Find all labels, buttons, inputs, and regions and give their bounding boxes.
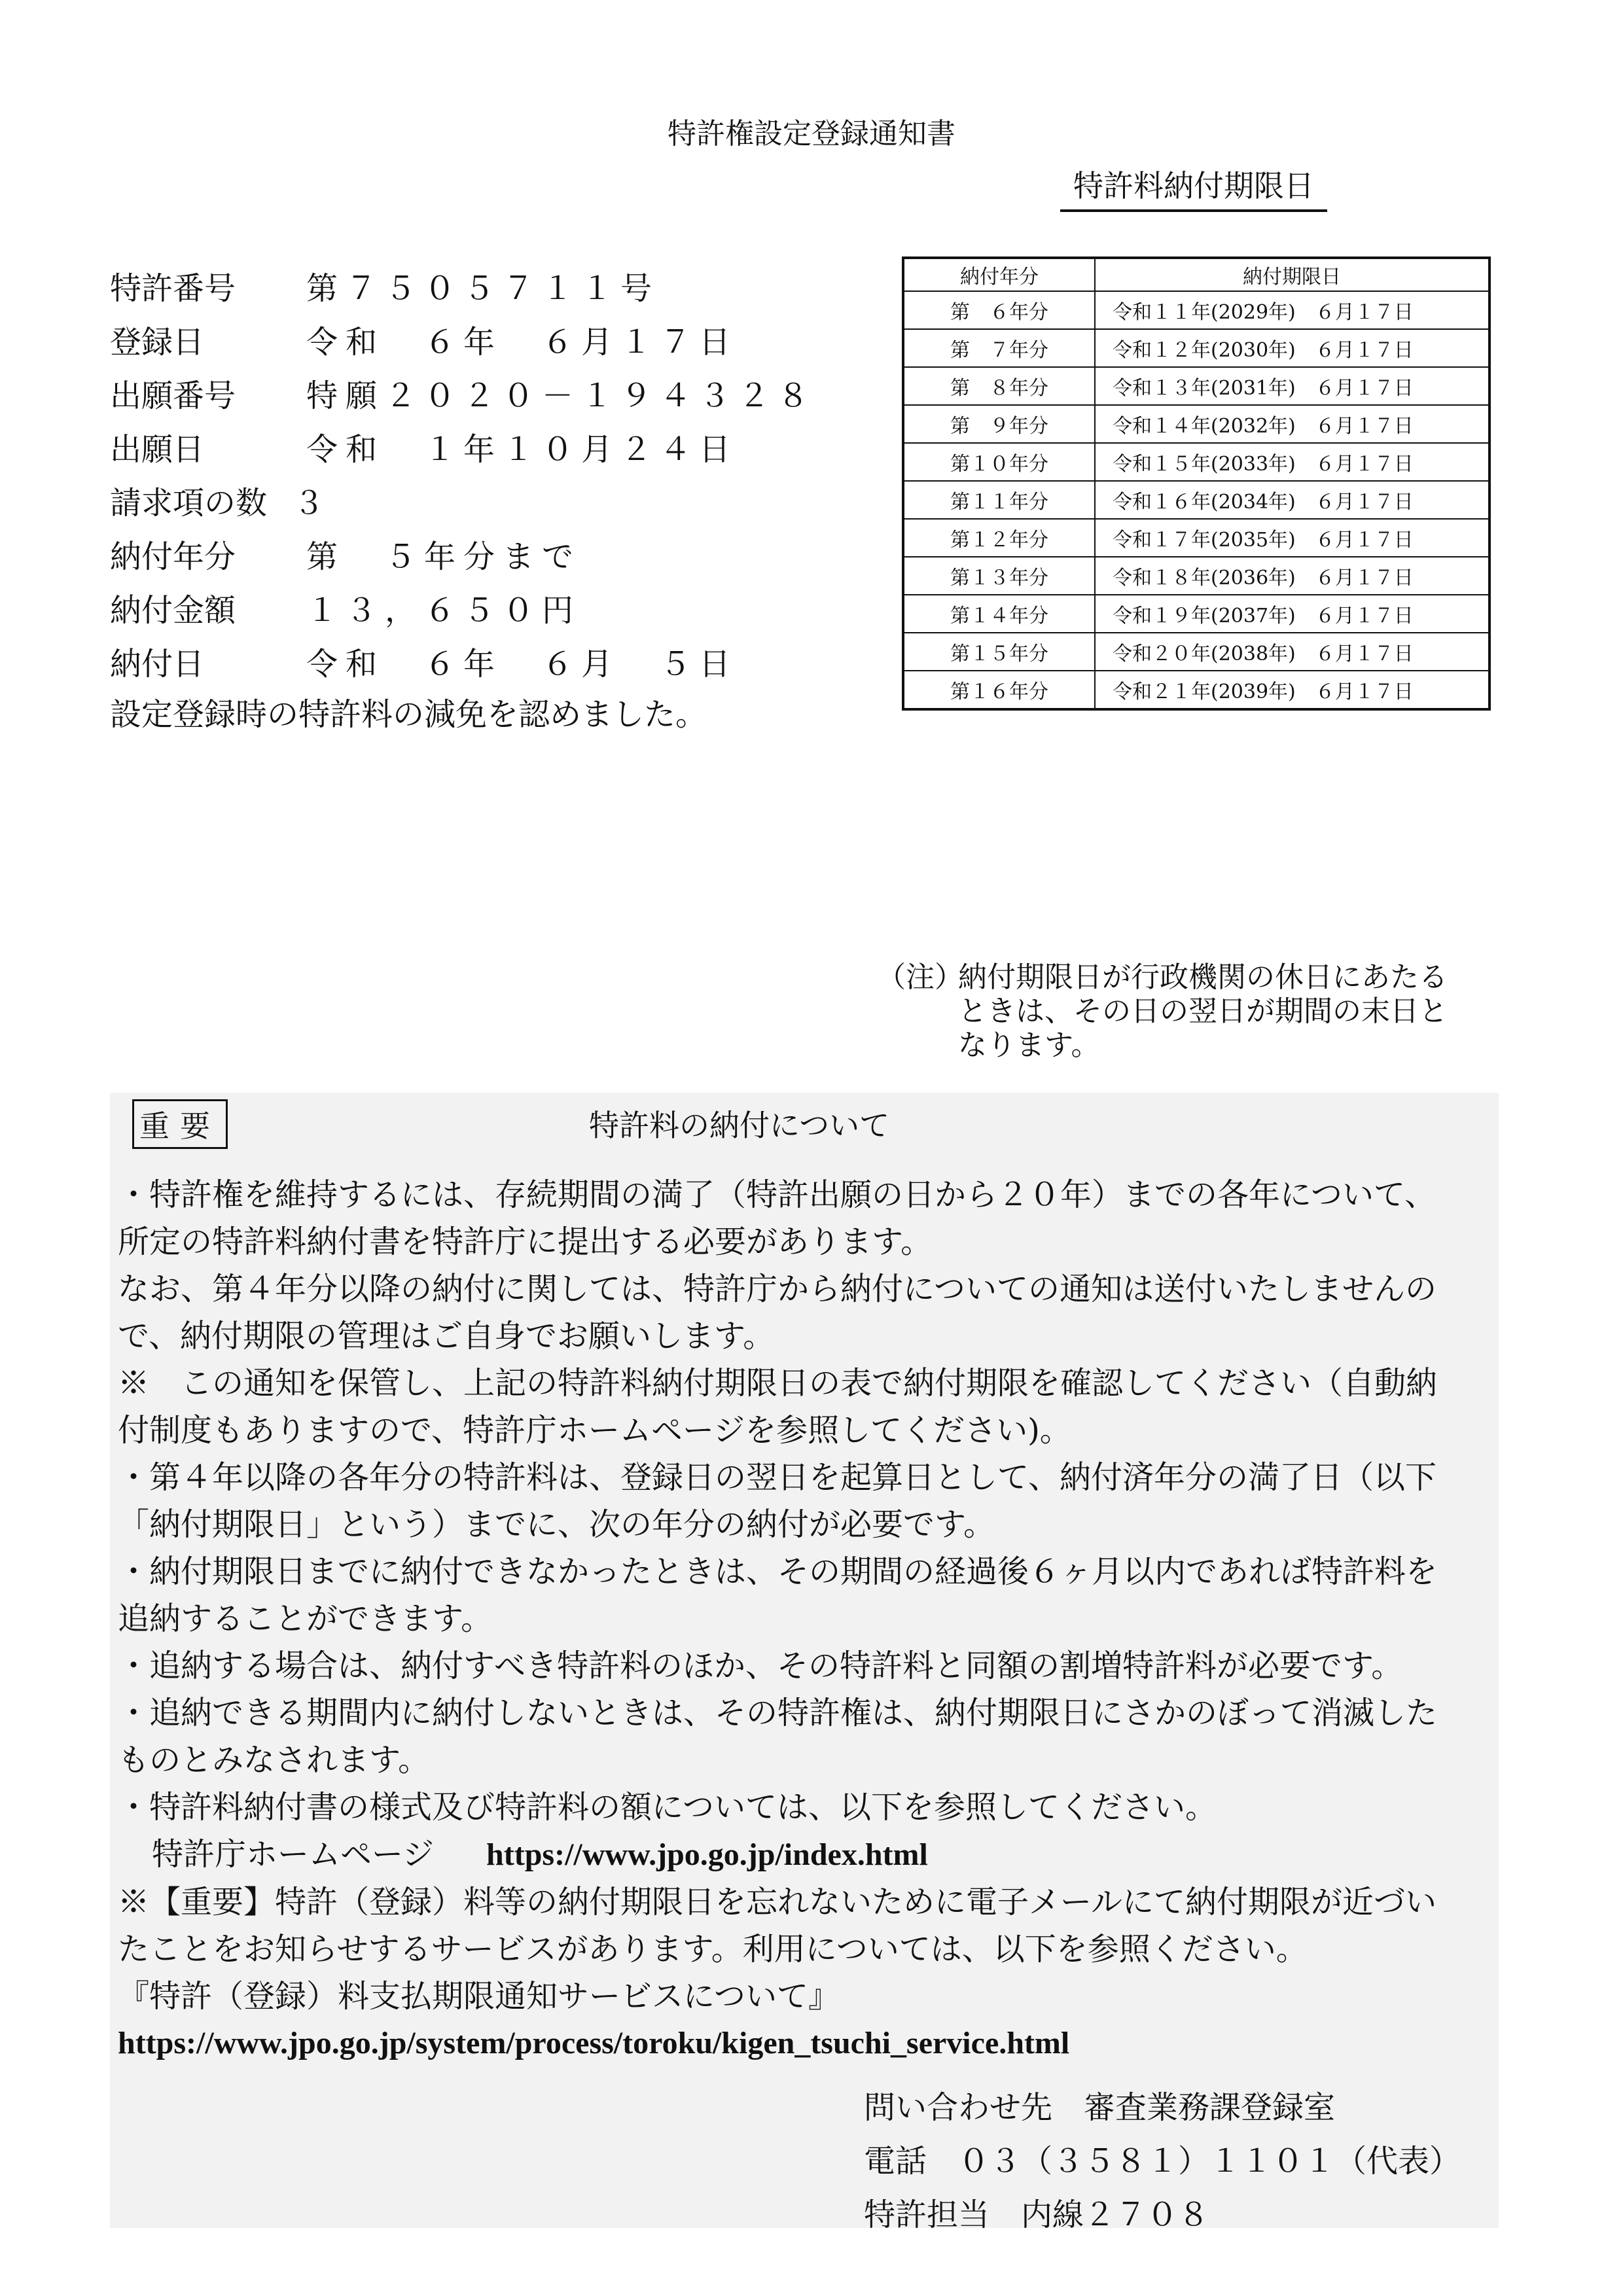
note-body xyxy=(958,961,1495,1063)
body-line: で、納付期限の管理はご自身でお願いします。 xyxy=(118,1318,775,1354)
table-cell-year: 第 ９年分 xyxy=(903,405,1095,443)
info-value: 第７５０５７１１号 xyxy=(306,270,660,307)
info-label: 出願番号 xyxy=(110,378,236,414)
info-value: 第 ５年分まで xyxy=(306,539,582,575)
contact-phone: 電話 ０３（３５８１）１１０１（代表） xyxy=(864,2143,1461,2180)
table-row xyxy=(903,481,1489,519)
table-cell-deadline: 令和１８年(2036年) ６月１７日 xyxy=(1095,557,1489,595)
info-row xyxy=(110,315,817,369)
table-row xyxy=(903,519,1489,557)
contact-info xyxy=(864,2081,1461,2242)
table-row xyxy=(903,443,1489,481)
body-line: ・特許料納付書の様式及び特許料の額については、以下を参照してください。 xyxy=(118,1789,1217,1826)
body-line: 追納することができます。 xyxy=(118,1600,493,1637)
table-row xyxy=(903,671,1489,709)
table-row xyxy=(903,405,1489,443)
info-value: １３，６５０円 xyxy=(306,592,582,629)
table-cell-deadline: 令和１３年(2031年) ６月１７日 xyxy=(1095,367,1489,405)
info-value: 令和 １年１０月２４日 xyxy=(306,431,739,468)
table-cell-deadline: 令和１６年(2034年) ６月１７日 xyxy=(1095,481,1489,519)
info-row xyxy=(110,530,817,584)
important-body xyxy=(118,1171,1505,2067)
body-line: 「納付期限日」という）までに、次の年分の納付が必要です。 xyxy=(118,1506,995,1543)
info-row xyxy=(110,262,817,315)
table-row xyxy=(903,291,1489,329)
info-label: 出願日 xyxy=(110,431,205,468)
body-line: 『特許（登録）料支払期限通知サービスについて』 xyxy=(118,1978,840,2015)
body-line: たことをお知らせするサービスがあります。利用については、以下を参照ください。 xyxy=(118,1931,1308,1968)
table-cell-year: 第１３年分 xyxy=(903,557,1095,595)
jpo-homepage-label: 特許庁ホームページ xyxy=(152,1836,435,1873)
fee-deadline-table xyxy=(902,256,1491,711)
info-row xyxy=(110,584,817,637)
table-row xyxy=(903,633,1489,671)
service-link[interactable]: https://www.jpo.go.jp/system/process/toroku/kigen_tsuchi_service.html xyxy=(118,2026,1070,2060)
patent-info xyxy=(110,262,817,738)
note-line: なります。 xyxy=(958,1029,1100,1062)
table-cell-year: 第１６年分 xyxy=(903,671,1095,709)
table-cell-year: 第１５年分 xyxy=(903,633,1095,671)
note-line: 納付期限日が行政機関の休日にあたる xyxy=(958,961,1448,994)
table-cell-deadline: 令和１７年(2035年) ６月１７日 xyxy=(1095,519,1489,557)
table-header-row xyxy=(903,258,1489,291)
table-header: 納付期限日 xyxy=(1095,258,1489,291)
table-cell-year: 第１２年分 xyxy=(903,519,1095,557)
info-label: 登録日 xyxy=(110,324,205,361)
body-line: 付制度もありますので、特許庁ホームページを参照してください)。 xyxy=(118,1412,1071,1449)
table-cell-deadline: 令和１９年(2037年) ６月１７日 xyxy=(1095,595,1489,633)
note-line: ときは、その日の翌日が期間の末日と xyxy=(958,995,1448,1028)
table-row xyxy=(903,557,1489,595)
table-row xyxy=(903,367,1489,405)
table-cell-deadline: 令和１１年(2029年) ６月１７日 xyxy=(1095,291,1489,329)
info-label: 納付年分 xyxy=(110,539,236,575)
table-cell-year: 第 ８年分 xyxy=(903,367,1095,405)
body-line: ※【重要】特許（登録）料等の納付期限日を忘れないために電子メールにて納付期限が近づい xyxy=(118,1884,1437,1920)
contact-line: 問い合わせ先 審査業務課登録室 xyxy=(864,2089,1336,2126)
jpo-homepage-link[interactable]: https://www.jpo.go.jp/index.html xyxy=(486,1837,928,1872)
body-line: ・第４年以降の各年分の特許料は、登録日の翌日を起算日として、納付済年分の満了日（以下 xyxy=(118,1459,1437,1496)
info-value: 令和 ６年 ６月 ５日 xyxy=(306,646,739,682)
info-row xyxy=(110,369,817,423)
table-row xyxy=(903,595,1489,633)
table-cell-year: 第１１年分 xyxy=(903,481,1095,519)
info-label: 納付金額 xyxy=(110,592,236,629)
body-line: ものとみなされます。 xyxy=(118,1742,430,1778)
note-mark: （注） xyxy=(877,961,963,994)
body-line: ・追納できる期間内に納付しないときは、その特許権は、納付期限日にさかのぼって消滅した xyxy=(118,1695,1438,1731)
info-label: 納付日 xyxy=(110,646,205,682)
info-row xyxy=(110,476,817,530)
body-line: ・追納する場合は、納付すべき特許料のほか、その特許料と同額の割増特許料が必要です。 xyxy=(118,1648,1403,1684)
table-cell-year: 第１０年分 xyxy=(903,443,1095,481)
info-value: 令和 ６年 ６月１７日 xyxy=(306,324,739,361)
info-label: 特許番号 xyxy=(110,270,236,307)
info-value: 特願２０２０－１９４３２８ xyxy=(306,378,817,414)
document-title: 特許権設定登録通知書 xyxy=(668,117,955,150)
table-cell-year: 第１４年分 xyxy=(903,595,1095,633)
body-line: 所定の特許料納付書を特許庁に提出する必要があります。 xyxy=(118,1224,933,1260)
table-cell-deadline: 令和２１年(2039年) ６月１７日 xyxy=(1095,671,1489,709)
reduction-notice: 設定登録時の特許料の減免を認めました。 xyxy=(110,696,707,733)
table-cell-deadline: 令和１５年(2033年) ６月１７日 xyxy=(1095,443,1489,481)
body-line: ・特許権を維持するには、存続期間の満了（特許出願の日から２０年）までの各年について、 xyxy=(118,1176,1436,1213)
table-header: 納付年分 xyxy=(903,258,1095,291)
table-cell-year: 第 ６年分 xyxy=(903,291,1095,329)
table-cell-year: 第 ７年分 xyxy=(903,329,1095,367)
info-label: 請求項の数 xyxy=(110,485,268,521)
table-cell-deadline: 令和１４年(2032年) ６月１７日 xyxy=(1095,405,1489,443)
deadline-heading: 特許料納付期限日 xyxy=(1060,162,1327,212)
important-title: 特許料の納付について xyxy=(589,1108,890,1143)
body-line: ※ この通知を保管し、上記の特許料納付期限日の表で納付期限を確認してください（自動納 xyxy=(118,1365,1438,1402)
body-line: なお、第４年分以降の納付に関しては、特許庁から納付についての通知は送付いたしませんの xyxy=(118,1271,1437,1307)
body-line: ・納付期限日までに納付できなかったときは、その期間の経過後６ヶ月以内であれば特許料を xyxy=(118,1553,1438,1590)
important-badge: 重要 xyxy=(132,1099,228,1149)
contact-extension: 特許担当 内線２７０８ xyxy=(864,2197,1210,2233)
info-value: ３ xyxy=(293,485,333,521)
table-cell-deadline: 令和２０年(2038年) ６月１７日 xyxy=(1095,633,1489,671)
table-cell-deadline: 令和１２年(2030年) ６月１７日 xyxy=(1095,329,1489,367)
jpo-homepage-line xyxy=(118,1831,1505,1879)
info-row xyxy=(110,423,817,476)
table-row xyxy=(903,329,1489,367)
info-row xyxy=(110,637,817,691)
